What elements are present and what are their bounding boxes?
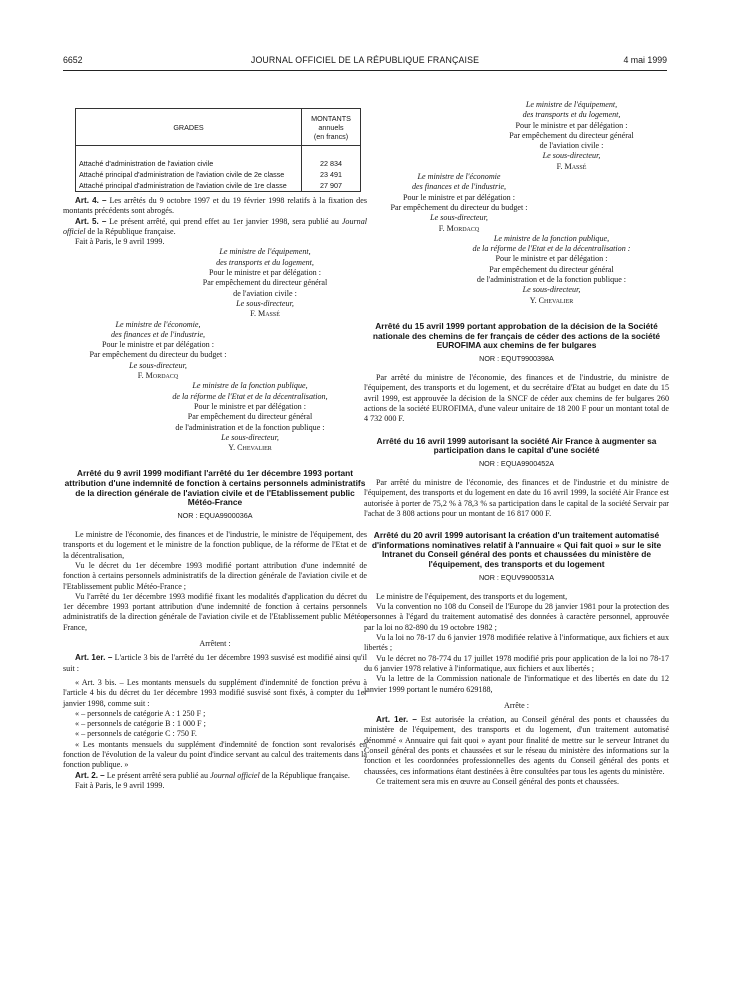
right-column [364, 100, 669, 787]
signature-block-1: Le ministre de l'équipement, des transports et du logement, Pour le ministre et par délégation : Par empêchement du directeur général de l'aviation civile : Le sous-directeur, F. Massé [202, 247, 328, 319]
table-row: Attaché principal d'administration de l'aviation civile de 1re classe 27 907 [76, 180, 361, 192]
article-5: Art. 5. – Le présent arrêté, qui prend effet au 1er janvier 1998, sera publié au Journal officiel de la République française. [63, 216, 367, 236]
list-item: « – personnels de catégorie B : 1 000 F ; [75, 719, 206, 729]
article-2: Art. 2. – Le présent arrêté sera publié au Journal officiel de la République française. [75, 770, 350, 780]
fait-a-paris: Fait à Paris, le 9 avril 1999. [75, 237, 165, 247]
arrete-air-france-text: Par arrêté du ministre de l'économie, des finances et de l'industrie et du ministre de l'équipement, des transports et du logement en date du 16 avril 1999, la société Air France est autorisée à porter de 75,2 % à 78,3 % sa participation dans le capital de la société Servair par l'achat de 3 808 actions pour un montant de 16 817 000 F. [364, 477, 669, 518]
page-number: 6652 [63, 55, 83, 65]
list-item: « – personnels de catégorie A : 1 250 F ; [75, 708, 206, 718]
visa-1: Vu la convention no 108 du Conseil de l'Europe du 28 janvier 1981 pour la protection des personnes à l'égard du traitement automatisé des données à caractère personnel, approuvée par la loi no 82-890 du 19 octobre 1982 ; [364, 602, 669, 632]
visa-2: Vu la loi no 78-17 du 6 janvier 1978 modifiée relative à l'informatique, aux fichiers et aux libertés ; [364, 633, 669, 653]
nor-reference: NOR : EQUV9900531A [478, 572, 555, 582]
signature-block-4: Le ministre de l'équipement, des transports et du logement, Pour le ministre et par délégation : Par empêchement du directeur général de l'aviation civile : Le sous-directeur, F. Massé [509, 100, 634, 171]
arrete-eurofima-text: Par arrêté du ministre de l'économie, des finances et de l'industrie, du ministre de l'équipement, des transports et du logement, et du secrétaire d'Etat au budget en date du 15 avril 1999, est approuvée la décision de la SNCF de céder aux chemins de fer bulgares 260 actions de la société EUROFIMA, d'une valeur unitaire de 18 200 F pour un montant total de 4 732 000 F. [364, 373, 669, 424]
visa-3: Vu le décret no 78-774 du 17 juillet 1978 modifié pris pour application de la loi no 78-17 du 6 janvier 1978 relative à l'informatique, aux fichiers et aux libertés ; [364, 653, 669, 673]
preamble: Le ministre de l'équipement, des transports et du logement, [376, 591, 568, 601]
article-1: Art. 1er. – L'article 3 bis de l'arrêté du 1er décembre 1993 susvisé est modifié ainsi qu'il suit : [63, 653, 367, 673]
header-rule [63, 70, 667, 71]
nor-reference: NOR : EQUT9900398A [479, 353, 554, 363]
visa-4: Vu la lettre de la Commission nationale de l'informatique et des libertés en date du 12 janvier 1999 portant le numéro 629188, [364, 674, 669, 694]
article-4: Art. 4. – Les arrêtés du 9 octobre 1997 et du 19 février 1998 relatifs à la fixation des montants précédents sont abrogés. [63, 196, 367, 216]
visa-1: Vu le décret du 1er décembre 1993 modifié portant attribution d'une indemnité de fonction à certains personnels administratifs de la direction générale de l'aviation civile et de l'Etablissement public Météo-France ; [63, 560, 367, 591]
arrete-annuaire-title: Arrêté du 20 avril 1999 autorisant la création d'un traitement automatisé d'informations nominatives relatif à l'annuaire « Qui fait quoi » sur le site Intranet du Conseil général des ponts et chaussées du ministère de l'équipement, des transports et du logement [371, 530, 662, 569]
salary-table [75, 108, 361, 192]
table-row: Attaché principal d'administration de l'aviation civile de 2e classe 23 491 [76, 169, 361, 180]
arrete-air-france-title: Arrêté du 16 avril 1999 autorisant la société Air France à augmenter sa participation dans le capital d'une société [376, 435, 657, 456]
quote-art3bis: « Art. 3 bis. – Les montants mensuels du supplément d'indemnité de fonction prévu à l'article 4 bis du décret du 1er décembre 1993 modifié susvisé sont fixés, à compter du 1er janvier 1998, comme suit : [63, 677, 367, 708]
signature-block-3: Le ministre de la fonction publique, de la réforme de l'Etat et de la décentralisation, Pour le ministre et par délégation : Par empêchement du directeur général de l'administration et de la fonction publique : Le sous-directeur, Y. Chevalier [172, 381, 328, 453]
list-item: « – personnels de catégorie C : 750 F. [75, 729, 197, 739]
issue-date: 4 mai 1999 [623, 55, 667, 65]
signature-block-2: Le ministre de l'économie, des finances et de l'industrie, Pour le ministre et par délégation : Par empêchement du directeur du budget : Le sous-directeur, F. Mordacq [89, 319, 227, 381]
closing-paragraph: Ce traitement sera mis en œuvre au Conseil général des ponts et chaussées. [376, 776, 619, 786]
left-column [63, 108, 367, 791]
visa-2: Vu l'arrêté du 1er décembre 1993 modifié fixant les modalités d'application du décret du 1er décembre 1993 portant attribution d'une indemnité de fonction à certains personnels administratifs de la direction générale de l'aviation civile et de l'Etablissement public Météo-France, [63, 591, 367, 632]
arrete-title: Arrêté du 9 avril 1999 modifiant l'arrêté du 1er décembre 1993 portant attribution d'une indemnité de fonction à certains personnels administratifs de la direction générale de l'aviation civile et de l'Etablissement public Météo-France [64, 468, 366, 508]
arrete-eurofima-title: Arrêté du 15 avril 1999 portant approbation de la décision de la Société nationale des chemins de fer français de céder des actions de la société EUROFIMA aux chemins de fer bulgares [372, 320, 661, 351]
preamble: Le ministre de l'économie, des finances et de l'industrie, le ministre de l'équipement, des transports et du logement et le ministre de la fonction publique, de la réforme de l'Etat et de la décentralisation, [63, 530, 367, 560]
fait-a-paris-2: Fait à Paris, le 9 avril 1999. [75, 780, 165, 790]
page-header [63, 55, 667, 67]
quote-revalorisation: « Les montants mensuels du supplément d'indemnité de fonction sont revalorisés en fonction de l'évolution de la valeur du point d'indice servant au calcul des traitements dans la fonction publique. » [63, 739, 367, 770]
montants-header: MONTANTS annuels (en francs) [302, 109, 361, 146]
nor-reference: NOR : EQUA9900036A [177, 510, 253, 520]
article-1: Art. 1er. – Est autorisée la création, au Conseil général des ponts et chaussées du ministère de l'équipement, des transports et du logement, d'un traitement automatisé dénommé « Annuaire qui fait quoi » ayant pour finalité de mettre sur le serveur Intranet du Conseil général des ponts et chaussées et sur le réseau du ministère des informations sur la fonction et les coordonnées professionnelles des agents du Conseil général des ponts et chaussées, ces informations étant destinées à être consultées par tous les agents du ministère. [364, 715, 669, 776]
nor-reference: NOR : EQUA9900452A [478, 458, 555, 468]
signature-block-5: Le ministre de l'économie des finances et de l'industrie, Pour le ministre et par délégation : Par empêchement du directeur du budget : Le sous-directeur, F. Mordacq [390, 172, 528, 233]
arrete: Arrête : [504, 700, 529, 710]
signature-block-6: Le ministre de la fonction publique, de la réforme de l'Etat et de la décentralisation : Pour le ministre et par délégation : Par empêchement du directeur général de l'administration et de la fonction publique : Le sous-directeur, Y. Chevalier [472, 233, 631, 305]
grades-header: GRADES [76, 109, 302, 146]
table-row: Attaché d'administration de l'aviation civile 22 834 [76, 158, 361, 169]
journal-title: JOURNAL OFFICIEL DE LA RÉPUBLIQUE FRANÇAISE [250, 55, 480, 65]
arretent: Arrêtent : [199, 639, 231, 649]
